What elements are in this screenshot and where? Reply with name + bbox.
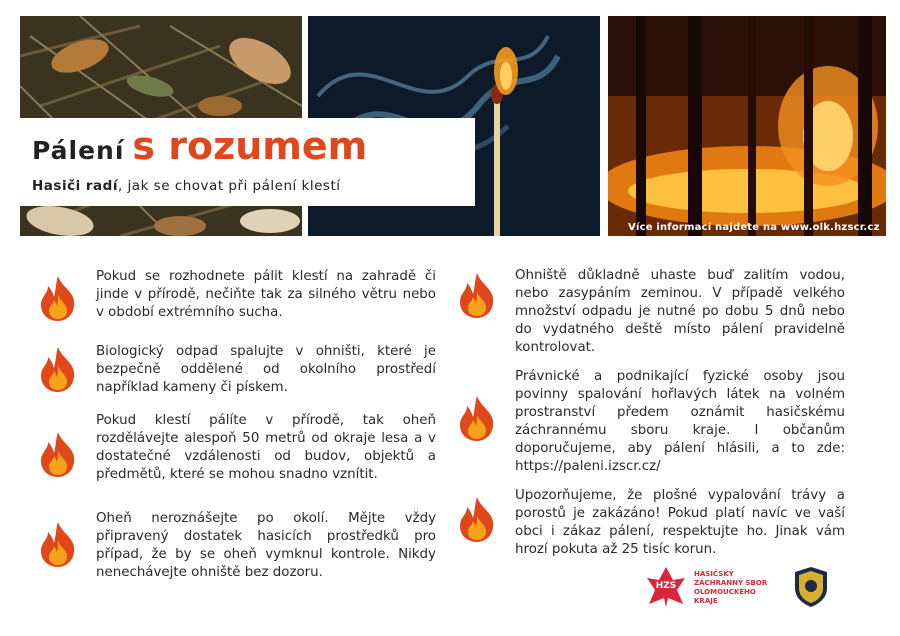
tip-text: Oheň neroznášejte po okolí. Mějte vždy připravený dostatek hasicích prostředků pro případ, že by se oheň vymknul kontrole. Nikdy nenechávejte ohniště bez dozoru. (96, 511, 436, 580)
flame-icon (36, 430, 80, 478)
flame-icon (36, 274, 80, 322)
more-info-link-text: Více informací najdete na www.olk.hzscr.cz (628, 222, 880, 233)
tip-text: Pokud klestí pálíte v přírodě, tak oheň rozdělávejte alespoň 50 metrů od okraje lesa a v dostatečné vzdálenosti od budov, objektů a předmětů, které se mohou snadno vznítit. (96, 413, 436, 482)
flame-icon (455, 271, 499, 319)
tip-text: Biologický odpad spalujte v ohništi, které je bezpečně oddělené od okolního prostředí například kameny či pískem. (96, 344, 436, 395)
tip-text: Pokud se rozhodnete pálit klestí na zahradě či jinde v přírodě, nečiňte tak za silného větru nebo v období extrémního sucha. (96, 269, 436, 320)
regional-badge-icon (794, 566, 828, 608)
title-part2: s rozumem (132, 124, 368, 168)
flame-icon (455, 394, 499, 442)
title-part1: Pálení (32, 136, 125, 165)
subtitle-bold: Hasiči radí (32, 178, 118, 194)
flame-icon (455, 495, 499, 543)
org-name-line: ZÁCHRANNÝ SBOR (694, 579, 768, 587)
title-box (20, 118, 475, 206)
org-name-line: KRAJE (694, 597, 718, 605)
hzs-logo-text: HZS (655, 581, 677, 591)
flame-icon (36, 520, 80, 568)
org-name-line: OLOMOUCKÉHO (694, 588, 756, 596)
tip-text: Upozorňujeme, že plošné vypalování trávy a porostů je zakázáno! Pokud platí navíc ve vaší obci i zákaz pálení, respektujte ho. Jinak vám hrozí pokuta až 25 tisíc korun. (515, 488, 845, 557)
org-name (694, 570, 767, 606)
tip-text: Právnické a podnikající fyzické osoby jsou povinny spalování hořlavých látek na volném prostranství předem oznámit hasičskému záchrannému sboru kraje. I občanům doporučujeme, aby pálení hlásili, a to zde: https://paleni.izscr.cz/ (515, 369, 845, 474)
flame-icon (36, 345, 80, 393)
tip-text: Ohniště důkladně uhaste buď zalitím vodou, nebo zasypáním zeminou. V případě velkého množství odpadu je nutné po dobu 5 dnů nebo do vydatného deště místo pálení pravidelně kontrolovat. (515, 268, 845, 355)
org-name-line: HASIČSKÝ (694, 570, 734, 578)
page-title (32, 124, 367, 168)
subtitle (32, 178, 341, 194)
forest-fire-photo (608, 16, 886, 236)
hzs-logo-icon (646, 566, 686, 608)
subtitle-rest: , jak se chovat při pálení klestí (117, 178, 341, 194)
